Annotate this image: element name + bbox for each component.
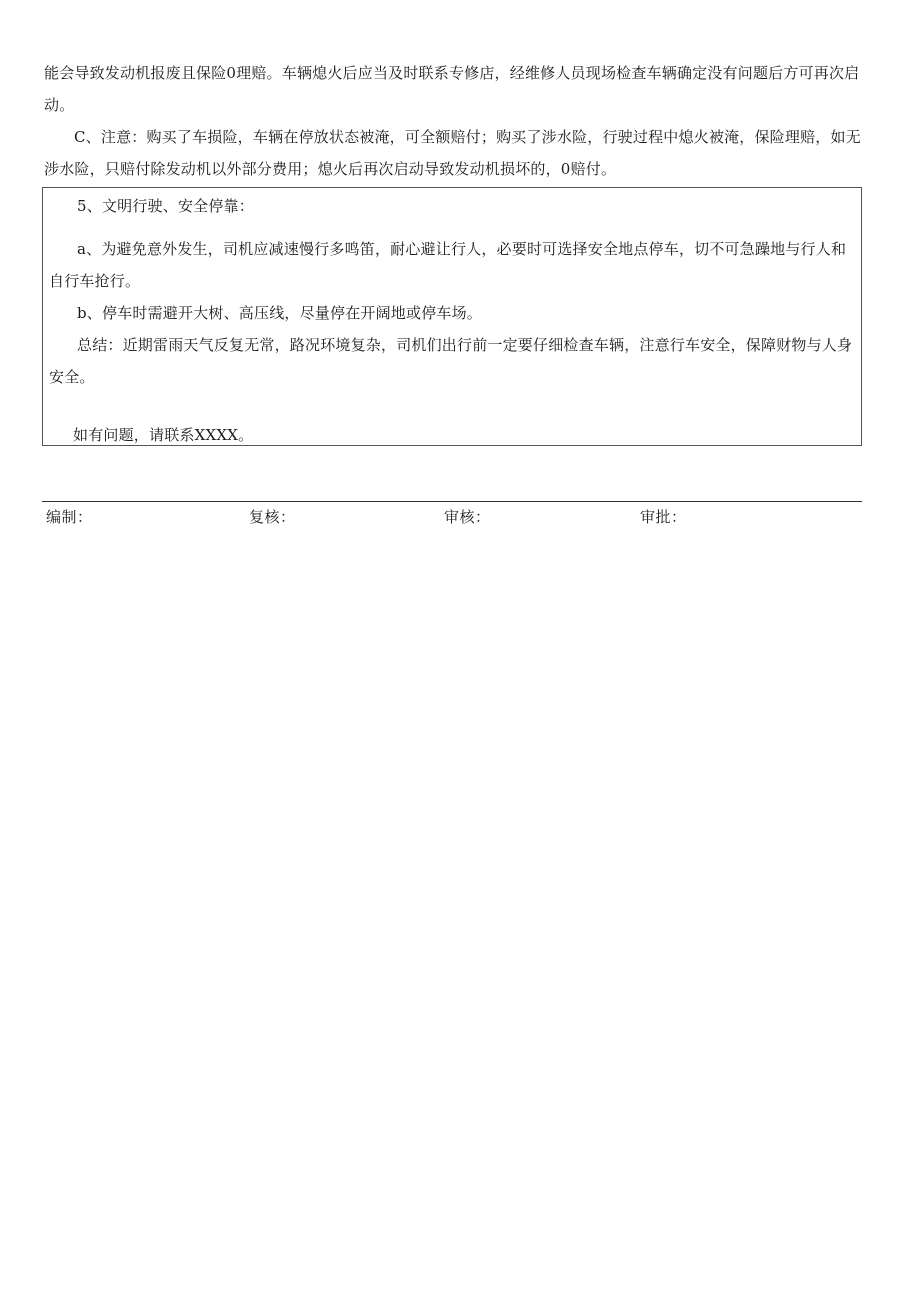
signoff-rule	[42, 501, 862, 502]
item-b-paragraph: b、停车时需避开大树、高压线，尽量停在开阔地或停车场。	[77, 304, 483, 322]
section-heading-5: 5、文明行驶、安全停靠：	[77, 197, 254, 215]
signoff-reviewed-label: 复核：	[249, 508, 296, 526]
summary-paragraph: 总结：近期雷雨天气反复无常，路况环境复杂，司机们出行前一定要仔细检查车辆，注意行车安全，保障财物与人身安全。	[49, 336, 853, 386]
contact-line: 如有问题，请联系XXXX。	[73, 426, 254, 444]
signoff-approved-label: 审批：	[640, 508, 687, 526]
signoff-audited-label: 审核：	[444, 508, 491, 526]
note-c-paragraph: C、注意：购买了车损险，车辆在停放状态被淹，可全额赔付；购买了涉水险，行驶过程中熄火被淹，保险理赔，如无涉水险，只赔付除发动机以外部分费用；熄火后再次启动导致发动机损坏的，0赔付。	[44, 128, 861, 178]
item-a-paragraph: a、为避免意外发生，司机应减速慢行多鸣笛，耐心避让行人，必要时可选择安全地点停车，切不可急躁地与行人和自行车抢行。	[49, 240, 847, 290]
intro-paragraph: 能会导致发动机报废且保险0理赔。车辆熄火后应当及时联系专修店，经维修人员现场检查车辆确定没有问题后方可再次启动。	[44, 64, 860, 114]
notice-box	[42, 187, 862, 446]
signoff-compiled-label: 编制：	[46, 508, 93, 526]
